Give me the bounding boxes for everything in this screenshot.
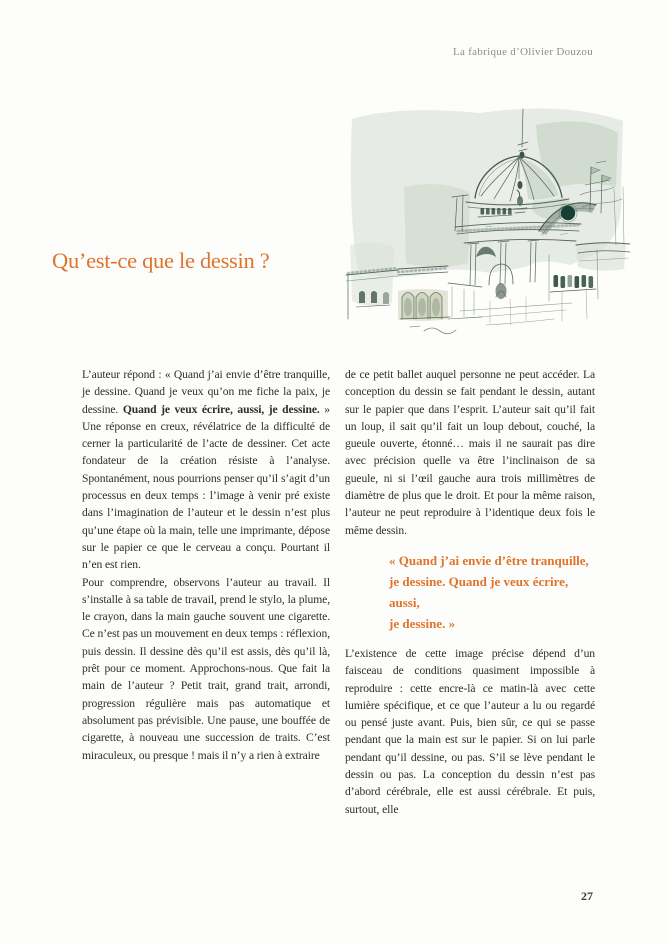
right-column xyxy=(345,366,595,818)
running-header: La fabrique d’Olivier Douzou xyxy=(452,46,593,58)
pull-quote xyxy=(389,550,595,634)
page-title: Qu’est-ce que le dessin ? xyxy=(52,248,270,274)
paragraph-1 xyxy=(82,366,330,574)
page-number: 27 xyxy=(581,889,593,903)
paragraph-4: L’existence de cette image précise dépend d’un faisceau de conditions quasiment impossible à reproduire : cette encre-là ce matin-là avec cette lumière spécifique, et ce que l’auteur a lu ou regardé ou pensé juste avant. Puis, bien sûr, ce qui se passe pendant que la main est sur le papier. Si on lui parle pendant qu’il dessine, ou pas. S’il se lève pendant le dessin ou pas. La conception du dessin n’est pas d’abord cérébrale, elle est aussi cérébrale. Et puis, surtout, elle xyxy=(345,646,595,816)
clock-roundel xyxy=(561,206,575,220)
pull-quote-line: « Quand j’ai envie d’être tranquille, xyxy=(389,552,589,568)
left-column xyxy=(82,366,330,764)
paragraph-1-text: L’auteur répond : « Quand j’ai envie d’être tranquille, je dessine. Quand je veux qu’on me fiche la paix, je dessine. xyxy=(82,368,330,416)
pull-quote-line: je dessine. » xyxy=(389,615,456,631)
watercolor-wash-layer xyxy=(350,109,626,322)
bold-emphasis: Quand je veux écrire, aussi, je dessine. xyxy=(122,402,320,416)
pull-quote-line: je dessine. Quand je veux écrire, aussi, xyxy=(389,573,569,610)
paragraph-3: de ce petit ballet auquel personne ne peut accéder. La conception du dessin se fait pendant le dessin, autant sur le papier que dans l’esprit. L’auteur sait qu’il fait un loup, il sait qu’il fait un loup debout, couché, la gueule ouverte, étonné… mais il ne saurait pas dire avec précision quelle va être l’inclinaison de sa gueule, ni si l’œil gauche aura trois millimètres de diamètre de plus que le droit. Et pour la même raison, l’auteur ne peut reproduire à l’identique deux fois le même dessin. xyxy=(345,368,595,537)
paragraph-1-continuation: » Une réponse en creux, révélatrice de la difficulté de cerner la particularité de l’acte de dessiner. Cet acte fondateur de la création résiste à l’analyse. Spontanément, nous pourrions penser qu’il s’agit d’un processus en deux temps : l’image à venir pré existe dans l’imagination de l’auteur et le dessin n’est plus qu’une étape où la main, telle une imprimante, dépose sur le papier ce que le cerveau a conçu. Pourtant il n’en est rien. xyxy=(82,402,331,572)
paragraph-2: Pour comprendre, observons l’auteur au travail. Il s’installe à sa table de travail, prend le stylo, la plume, le crayon, dans la main gauche souvent une cigarette. Ce n’est pas un mouvement en deux temps : réflexion, puis dessin. Il dessine dès qu’il est assis, dès qu’il là, prêt pour ce moment. Approchons-nous. Que fait la main de l’auteur ? Petit trait, grand trait, arrondi, progression régulière mais pas automatique et absolument pas prévisible. Une pause, une bouffée de cigarette, à nouveau une succession de traits. C’est miraculeux, ou presque ! mais il n’y a rien à extraire xyxy=(82,575,330,762)
dome-sketch-illustration xyxy=(340,95,630,335)
